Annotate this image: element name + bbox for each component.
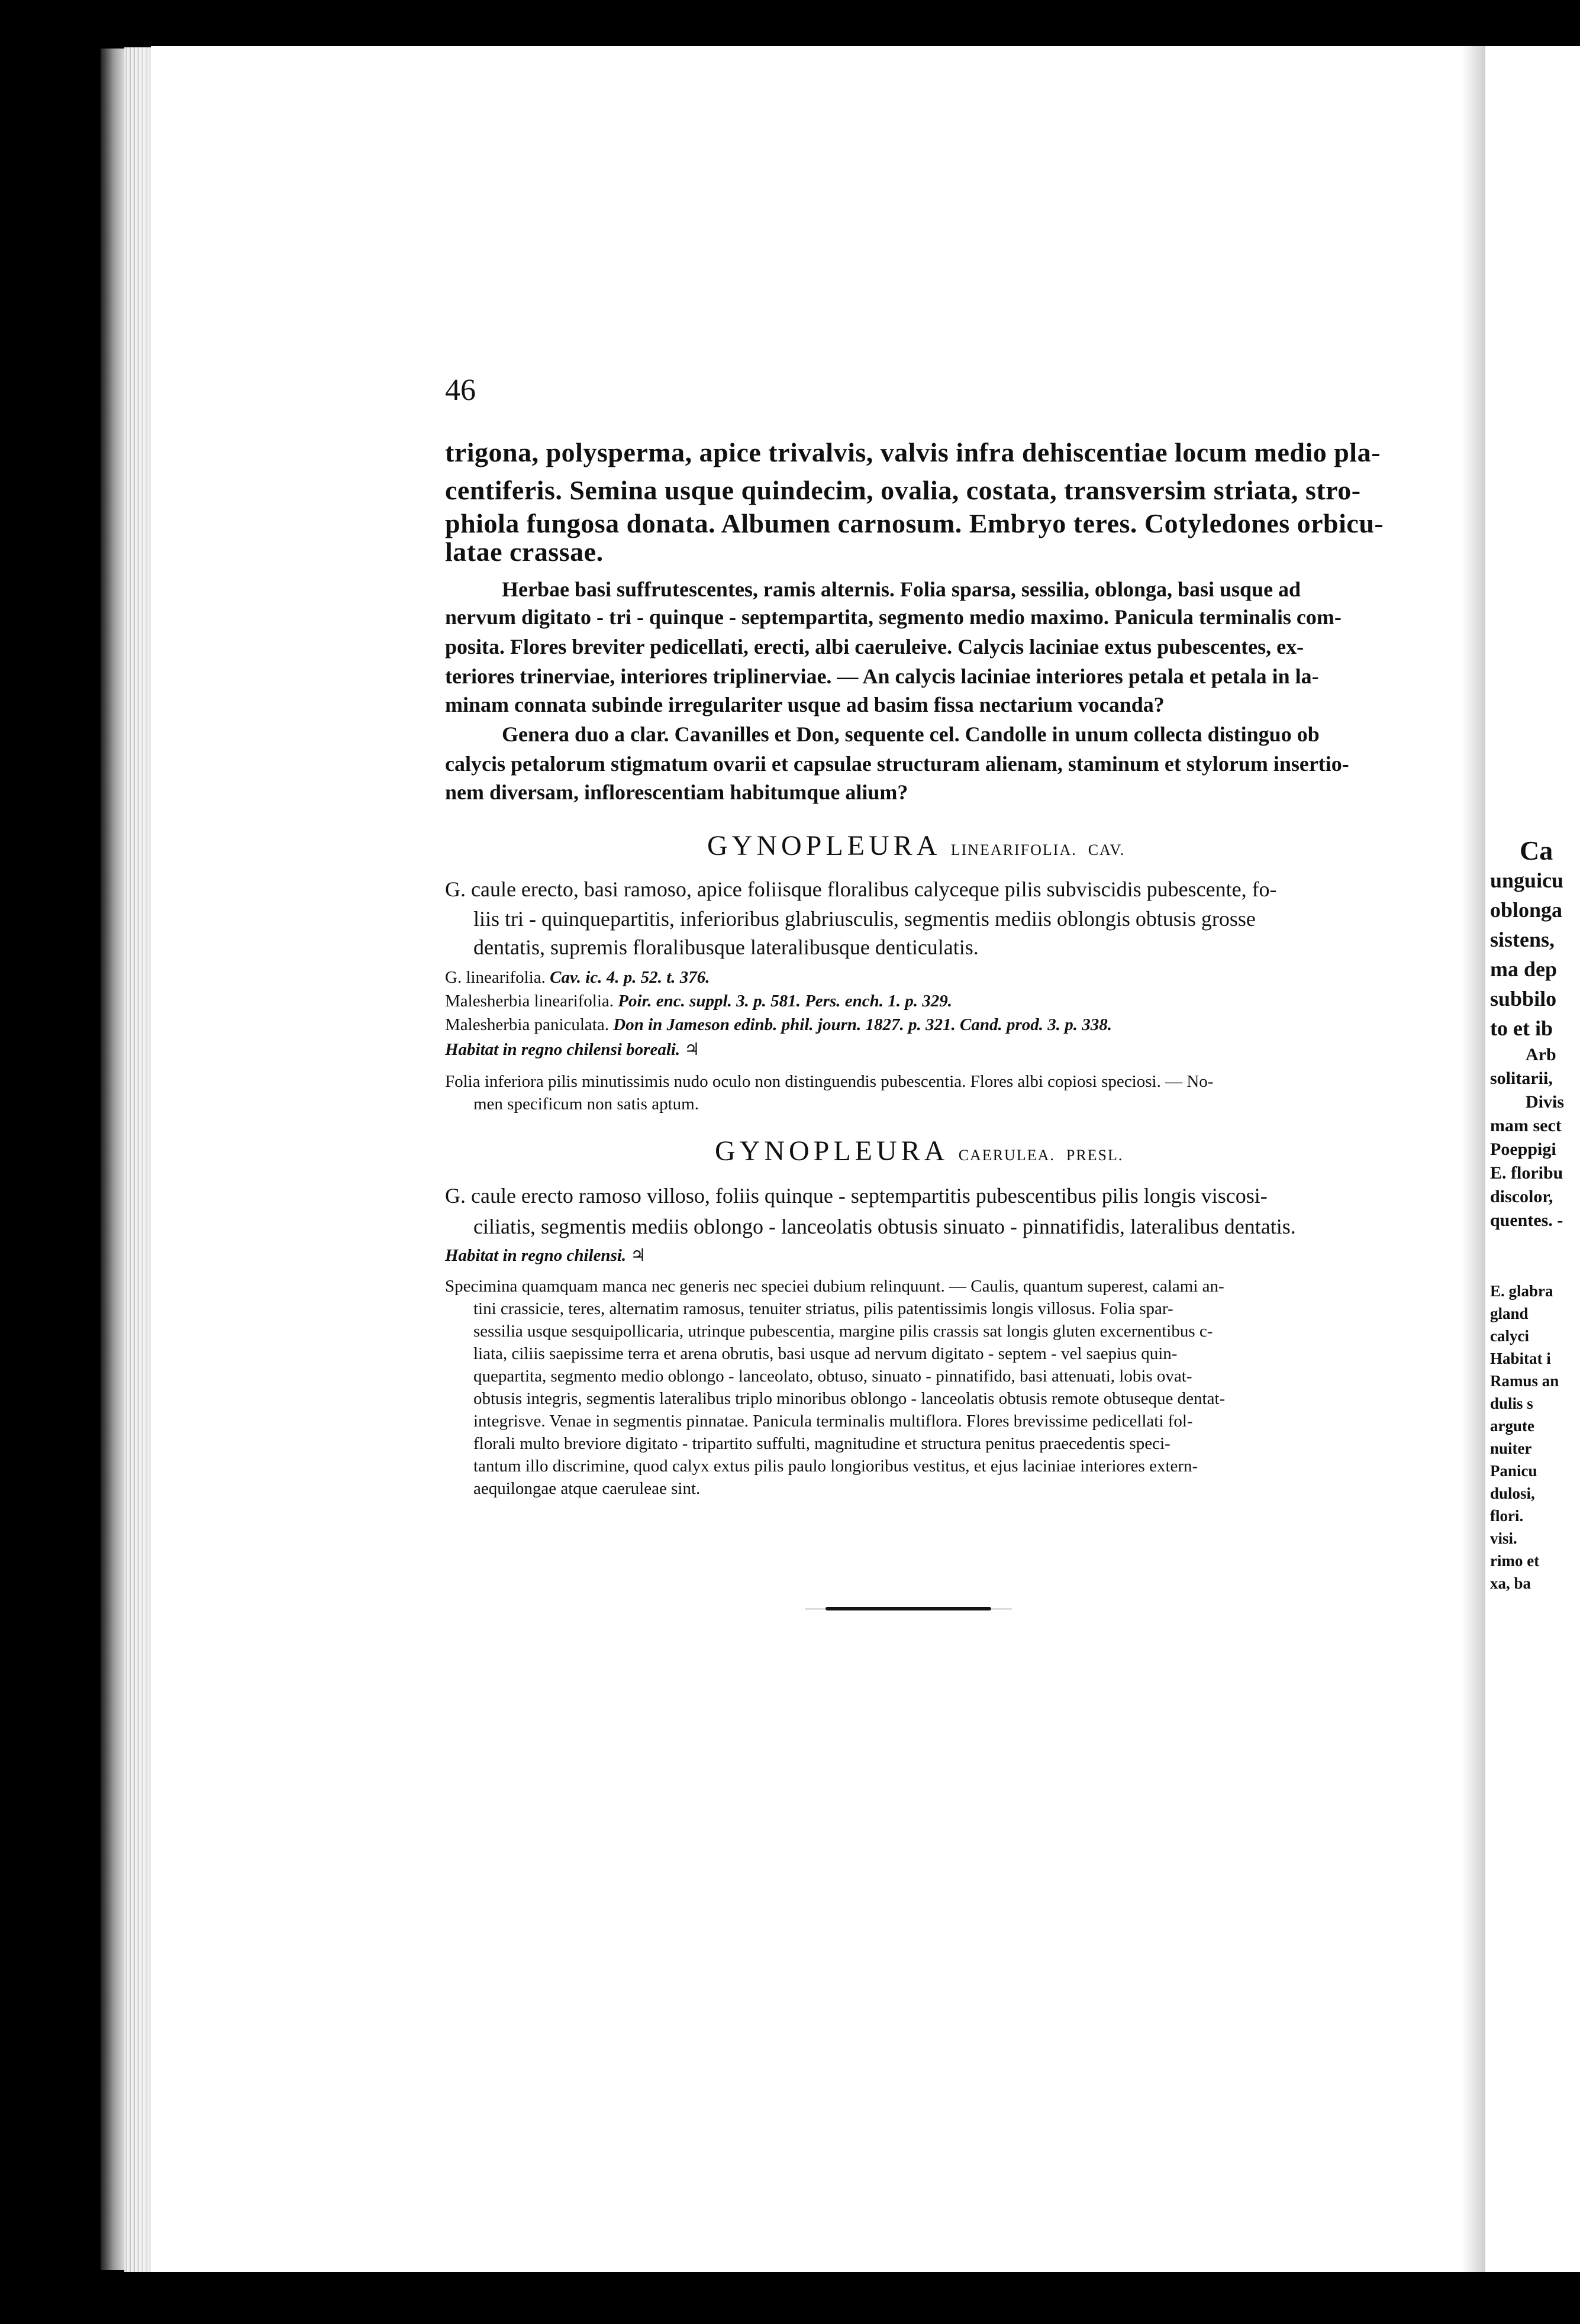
note-line: liata, ciliis saepissime terra et arena obrutis, basi usque ad nervum digitato - septem - vel saepius quin- (473, 1344, 1178, 1363)
facing-page-line: flori. (1490, 1507, 1524, 1525)
note-line: tantum illo discrimine, quod calyx extus pilis paulo longioribus vestitus, et ejus laciniae interiores extern- (473, 1457, 1198, 1476)
facing-page-line: Panicu (1490, 1462, 1537, 1480)
facing-page-line: E. glabra (1490, 1282, 1553, 1300)
note-line: aequilongae atque caeruleae sint. (473, 1479, 701, 1498)
facing-page-line: Ca (1520, 835, 1553, 866)
facing-page-line: sistens, (1490, 928, 1555, 951)
facing-page-line: Divis (1526, 1092, 1565, 1112)
page-gutter (124, 47, 151, 2272)
facing-page-line: to et ib (1490, 1016, 1553, 1040)
end-rule (826, 1607, 991, 1610)
facing-page (1485, 46, 1580, 2272)
facing-page-line: oblonga (1490, 898, 1563, 922)
diagnosis-line: G. caule erecto ramoso villoso, foliis quinque - septempartitis pubescentibus pilis longis viscosi- (445, 1184, 1268, 1208)
species-epithet: CAERULEA. (958, 1147, 1055, 1164)
facing-page-line: Arb (1526, 1045, 1556, 1064)
facing-page-line: xa, ba (1490, 1574, 1531, 1592)
lead-line: centiferis. Semina usque quindecim, ovalia, costata, transversim striata, stro- (445, 475, 1361, 505)
body-line: Genera duo a clar. Cavanilles et Don, sequente cel. Candolle in unum collecta distinguo ob (502, 722, 1320, 746)
species-epithet: LINEARIFOLIA. (950, 841, 1077, 858)
note-line: Specimina quamquam manca nec generis nec speciei dubium relinquunt. — Caulis, quantum superest, calami an- (445, 1277, 1224, 1296)
facing-page-line: mam sect (1490, 1116, 1562, 1135)
facing-page-line: visi. (1490, 1529, 1517, 1547)
diagnosis-line: dentatis, supremis floralibusque lateralibusque denticulatis. (473, 935, 979, 959)
note-line: men specificum non satis aptum. (473, 1095, 699, 1113)
facing-page-line: discolor, (1490, 1187, 1553, 1206)
synonym: Malesherbia paniculata. Don in Jameson edinb. phil. journ. 1827. p. 321. Cand. prod. 3. p. 338. (445, 1015, 1113, 1034)
synonym: G. linearifolia. Cav. ic. 4. p. 52. t. 376. (445, 968, 710, 987)
facing-page-text (1490, 836, 1580, 1594)
lead-line: phiola fungosa donata. Albumen carnosum. Embryo teres. Cotyledones orbicu- (445, 508, 1384, 538)
facing-page-line: unguicu (1490, 869, 1564, 892)
facing-page-line: nuiter (1490, 1439, 1532, 1457)
note-line: florali multo breviore digitato - tripartito suffulti, magnitudine et structura penitus praecedentis speci- (473, 1434, 1171, 1453)
facing-page-line: E. floribu (1490, 1163, 1563, 1183)
facing-page-line: rimo et (1490, 1552, 1540, 1570)
facing-page-line: quentes. - (1490, 1211, 1563, 1230)
body-line: posita. Flores breviter pedicellati, erecti, albi caeruleive. Calycis laciniae extus pubescentes, ex- (445, 635, 1304, 659)
facing-page-line: argute (1490, 1417, 1534, 1435)
facing-page-line: Habitat i (1490, 1350, 1551, 1367)
body-line: teriores trinerviae, interiores triplinerviae. — An calycis laciniae interiores petala et petala in la- (445, 664, 1319, 688)
facing-page-line (1490, 1256, 1580, 1280)
facing-page-line (1490, 1232, 1580, 1256)
page-edge (101, 49, 124, 2270)
body-line: calycis petalorum stigmatum ovarii et capsulae structuram alienam, staminum et stylorum insertio- (445, 752, 1349, 776)
habitat: Habitat in regno chilensi. ♃ (445, 1246, 646, 1265)
habitat: Habitat in regno chilensi boreali. ♃ (445, 1040, 700, 1059)
body-line: Herbae basi suffrutescentes, ramis alternis. Folia sparsa, sessilia, oblonga, basi usque ad (502, 577, 1301, 601)
facing-page-line: subbilo (1490, 987, 1557, 1011)
facing-page-line: ma dep (1490, 957, 1558, 981)
species-heading (707, 829, 1125, 862)
facing-page-line: calyci (1490, 1327, 1529, 1345)
genus-name: GYNOPLEURA (707, 830, 940, 861)
note-line: obtusis integris, segmentis lateralibus triplo minoribus oblongo - lanceolatis obtusis remote obtuseque dentat- (473, 1389, 1226, 1408)
body-line: minam connata subinde irregulariter usque ad basim fissa nectarium vocanda? (445, 693, 1165, 716)
species-heading (715, 1135, 1123, 1167)
facing-page-line: Poeppigi (1490, 1140, 1556, 1159)
body-line: nervum digitato - tri - quinque - septempartita, segmento medio maximo. Panicula terminalis com- (445, 605, 1342, 629)
body-line: nem diversam, inflorescentiam habitumque alium? (445, 780, 908, 804)
page-number: 46 (445, 373, 476, 407)
genus-name: GYNOPLEURA (715, 1135, 947, 1167)
facing-page-line: dulis s (1490, 1395, 1533, 1412)
diagnosis-line: ciliatis, segmentis mediis oblongo - lanceolatis obtusis sinuato - pinnatifidis, lateralibus dentatis. (473, 1215, 1296, 1238)
facing-page-line: Ramus an (1490, 1372, 1559, 1390)
facing-page-line: solitarii, (1490, 1069, 1553, 1088)
diagnosis-line: liis tri - quinquepartitis, inferioribus glabriusculis, segmentis mediis oblongis obtusis grosse (473, 907, 1256, 931)
facing-page-line: gland (1490, 1305, 1529, 1322)
species-author: PRESL. (1066, 1147, 1124, 1164)
facing-page-line: dulosi, (1490, 1484, 1535, 1502)
lead-line: trigona, polysperma, apice trivalvis, valvis infra dehiscentiae locum medio pla- (445, 437, 1381, 467)
note-line: quepartita, segmento medio oblongo - lanceolato, obtuso, sinuato - pinnatifido, basi attenuati, lobis ovat- (473, 1367, 1192, 1386)
note-line: tini crassicie, teres, alternatim ramosus, tenuiter striatus, pilis patentissimis longis villosus. Folia spar- (473, 1299, 1173, 1318)
page-fold-shadow (1462, 46, 1485, 2272)
lead-line: latae crassae. (445, 537, 604, 567)
diagnosis-line: G. caule erecto, basi ramoso, apice foliisque floralibus calyceque pilis subviscidis pubescente, fo- (445, 877, 1277, 901)
synonym: Malesherbia linearifolia. Poir. enc. suppl. 3. p. 581. Pers. ench. 1. p. 329. (445, 992, 953, 1011)
note-line: integrisve. Venae in segmentis pinnatae. Panicula terminalis multiflora. Flores brevissime pedicellati fol- (473, 1412, 1193, 1431)
note-line: sessilia usque sesquipollicaria, utrinque pubescentia, margine pilis crassis sat longis gluten excernentibus c- (473, 1322, 1213, 1341)
note-line: Folia inferiora pilis minutissimis nudo oculo non distinguendis pubescentia. Flores albi copiosi speciosi. — No- (445, 1072, 1214, 1091)
species-author: CAV. (1088, 841, 1126, 858)
